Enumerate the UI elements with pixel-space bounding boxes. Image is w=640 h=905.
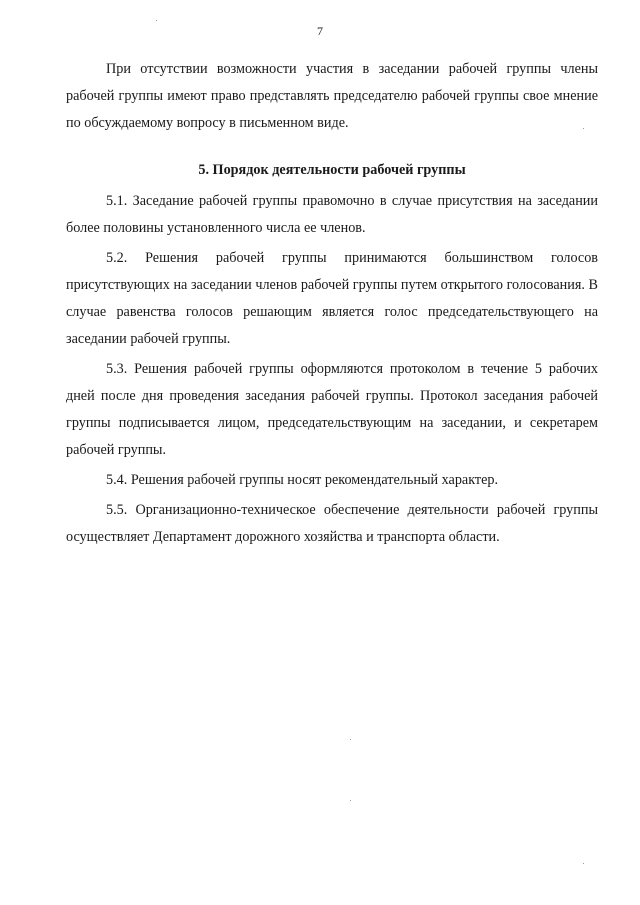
scan-speck [350, 800, 351, 801]
page-number: 7 [317, 24, 323, 38]
clause-5-1: 5.1. Заседание рабочей группы правомочно в случае присутствия на заседании более половины установленного числа ее членов. [66, 193, 598, 236]
section-heading: 5. Порядок деятельности рабочей группы [198, 162, 466, 178]
scan-speck [156, 20, 157, 21]
intro-paragraph: При отсутствии возможности участия в заседании рабочей группы члены рабочей группы имеют право представлять председателю рабочей группы свое мнение по обсуждаемому вопросу в письменном виде. [66, 61, 598, 131]
clause-5-5: 5.5. Организационно-техническое обеспечение деятельности рабочей группы осуществляет Департамент дорожного хозяйства и транспорта области. [66, 502, 598, 545]
scan-speck [350, 739, 351, 740]
scan-speck [583, 128, 584, 129]
clause-5-2: 5.2. Решения рабочей группы принимаются большинством голосов присутствующих на заседании членов рабочей группы путем открытого голосования. В случае равенства голосов решающим является голос председательствующего на заседании рабочей группы. [66, 250, 598, 347]
clause-5-3: 5.3. Решения рабочей группы оформляются протоколом в течение 5 рабочих дней после дня проведения заседания рабочей группы. Протокол заседания рабочей группы подписывается лицом, председательствующим на заседании, и секретарем рабочей группы. [66, 361, 598, 458]
document-body [66, 56, 598, 551]
clause-5-4: 5.4. Решения рабочей группы носят рекомендательный характер. [106, 472, 499, 488]
scan-speck [583, 863, 584, 864]
